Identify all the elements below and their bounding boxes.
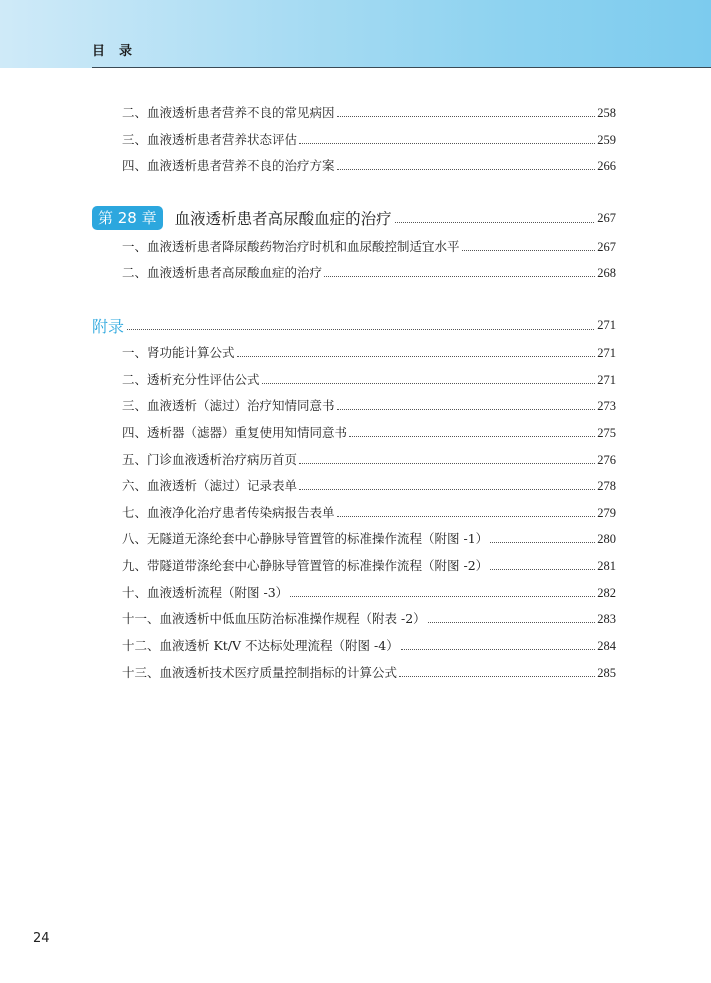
dot-leader bbox=[299, 462, 595, 464]
toc-entry-page: 259 bbox=[597, 133, 616, 147]
toc-entry[interactable] bbox=[122, 238, 616, 256]
dot-leader bbox=[490, 541, 595, 543]
toc-entry-page: 271 bbox=[597, 346, 616, 360]
dot-leader bbox=[349, 435, 595, 437]
toc-entry-page: 258 bbox=[597, 106, 616, 120]
toc-entry-title: 三、血液透析（滤过）治疗知情同意书 bbox=[122, 398, 335, 413]
dot-leader bbox=[127, 328, 594, 330]
toc-entry[interactable] bbox=[122, 264, 616, 282]
toc-entry[interactable] bbox=[122, 371, 616, 389]
chapter-title: 血液透析患者高尿酸血症的治疗 bbox=[174, 210, 392, 228]
toc-entry[interactable] bbox=[122, 637, 616, 655]
toc-entry-title: 四、透析器（滤器）重复使用知情同意书 bbox=[122, 425, 348, 440]
toc-entry[interactable] bbox=[122, 397, 616, 415]
dot-leader bbox=[337, 115, 596, 117]
toc-entry-page: 279 bbox=[597, 506, 616, 520]
dot-leader bbox=[262, 382, 596, 384]
dot-leader bbox=[299, 488, 595, 490]
page-header-title: 目录 bbox=[92, 44, 147, 59]
toc-entry-title: 二、血液透析患者高尿酸血症的治疗 bbox=[122, 265, 323, 280]
appendix-heading[interactable] bbox=[92, 313, 616, 337]
toc-entry[interactable] bbox=[122, 131, 616, 149]
chapter-page: 267 bbox=[597, 210, 616, 225]
toc-entry-page: 281 bbox=[597, 559, 616, 573]
toc-entry-title: 六、血液透析（滤过）记录表单 bbox=[122, 478, 298, 493]
toc-entry-title: 四、血液透析患者营养不良的治疗方案 bbox=[122, 158, 335, 173]
toc-entry[interactable] bbox=[122, 451, 616, 469]
toc-entry-page: 282 bbox=[597, 586, 616, 600]
toc-entry-page: 271 bbox=[597, 373, 616, 387]
toc-entry-page: 278 bbox=[597, 479, 616, 493]
toc-entry-page: 273 bbox=[597, 399, 616, 413]
toc-entry-page: 284 bbox=[597, 639, 616, 653]
toc-entry-page: 283 bbox=[597, 612, 616, 626]
dot-leader bbox=[299, 142, 595, 144]
toc-entry[interactable] bbox=[122, 530, 616, 548]
toc-entry-title: 一、肾功能计算公式 bbox=[122, 345, 235, 360]
toc-entry-page: 285 bbox=[597, 666, 616, 680]
toc-entry-title: 八、无隧道无涤纶套中心静脉导管置管的标准操作流程（附图 -1） bbox=[122, 531, 489, 546]
toc-entry-title: 十三、血液透析技术医疗质量控制指标的计算公式 bbox=[122, 665, 398, 680]
toc-entry-title: 二、透析充分性评估公式 bbox=[122, 372, 260, 387]
toc-entry[interactable] bbox=[122, 584, 616, 602]
toc-entry-page: 275 bbox=[597, 426, 616, 440]
toc-entry-title: 十、血液透析流程（附图 -3） bbox=[122, 585, 289, 600]
dot-leader bbox=[399, 675, 595, 677]
toc-entry-title: 一、血液透析患者降尿酸药物治疗时机和血尿酸控制适宜水平 bbox=[122, 239, 460, 254]
dot-leader bbox=[428, 621, 596, 623]
toc-entry-title: 十二、血液透析 Kt/V 不达标处理流程（附图 -4） bbox=[122, 638, 399, 653]
toc-entry-title: 三、血液透析患者营养状态评估 bbox=[122, 132, 298, 147]
toc-entry-page: 276 bbox=[597, 453, 616, 467]
toc-entry-page: 266 bbox=[597, 159, 616, 173]
toc-entry[interactable] bbox=[122, 504, 616, 522]
dot-leader bbox=[237, 355, 596, 357]
toc-entry[interactable] bbox=[122, 157, 616, 175]
dot-leader bbox=[337, 168, 596, 170]
chapter-badge: 第 28 章 bbox=[92, 206, 163, 230]
toc-entry[interactable] bbox=[122, 344, 616, 362]
toc-entry[interactable] bbox=[122, 664, 616, 682]
toc-entry-page: 268 bbox=[597, 266, 616, 280]
dot-leader bbox=[490, 568, 595, 570]
appendix-page: 271 bbox=[597, 317, 616, 332]
toc-entry-title: 五、门诊血液透析治疗病历首页 bbox=[122, 452, 298, 467]
dot-leader bbox=[337, 515, 596, 517]
page-number: 24 bbox=[33, 931, 50, 946]
toc-entry[interactable] bbox=[122, 610, 616, 628]
dot-leader bbox=[324, 275, 595, 277]
chapter-heading[interactable] bbox=[92, 205, 616, 231]
dot-leader bbox=[462, 249, 596, 251]
appendix-title: 附录 bbox=[92, 316, 125, 336]
toc-entry-title: 九、带隧道带涤纶套中心静脉导管置管的标准操作流程（附图 -2） bbox=[122, 558, 489, 573]
toc-entry-title: 七、血液净化治疗患者传染病报告表单 bbox=[122, 505, 335, 520]
dot-leader bbox=[395, 221, 595, 223]
toc-entry-page: 280 bbox=[597, 532, 616, 546]
toc-entry[interactable] bbox=[122, 104, 616, 122]
dot-leader bbox=[401, 648, 596, 650]
toc-entry-page: 267 bbox=[597, 240, 616, 254]
dot-leader bbox=[337, 408, 596, 410]
toc-entry[interactable] bbox=[122, 424, 616, 442]
toc-entry[interactable] bbox=[122, 557, 616, 575]
toc-entry[interactable] bbox=[122, 477, 616, 495]
toc-entry-title: 二、血液透析患者营养不良的常见病因 bbox=[122, 105, 335, 120]
header-divider bbox=[92, 67, 711, 68]
toc-entry-title: 十一、血液透析中低血压防治标准操作规程（附表 -2） bbox=[122, 611, 426, 626]
dot-leader bbox=[290, 595, 595, 597]
